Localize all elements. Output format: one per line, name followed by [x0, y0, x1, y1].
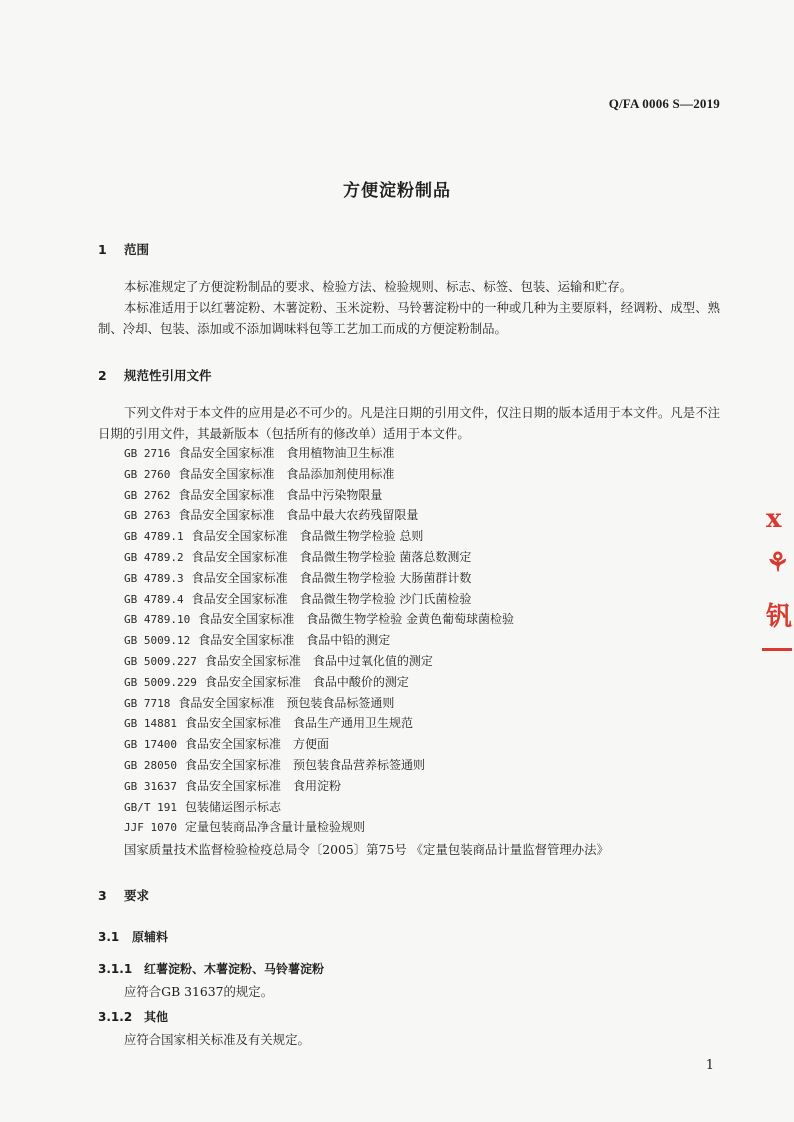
reference-item	[124, 630, 514, 651]
reference-code: GB 14881	[124, 717, 177, 731]
reference-code: GB 31637	[124, 779, 177, 793]
reference-title: 食品安全国家标准 食品中污染物限量	[178, 487, 383, 502]
section-3-1-1-body: 应符合GB 31637的规定。	[124, 984, 274, 999]
reference-item	[124, 693, 514, 714]
reference-title: 食品安全国家标准 食品中最大农药残留限量	[178, 508, 419, 523]
reference-code: GB 2716	[124, 447, 171, 460]
reference-title: 食品安全国家标准 食品微生物学检验 菌落总数测定	[191, 549, 472, 564]
reference-code: GB 28050	[124, 758, 177, 772]
document-title: 方便淀粉制品	[343, 181, 451, 201]
reference-title: 食品安全国家标准 预包装食品营养标签通则	[184, 757, 425, 772]
reference-title: 食品安全国家标准 食品添加剂使用标准	[178, 466, 395, 481]
section-title: 原辅料	[132, 930, 169, 944]
reference-title: 食品安全国家标准 食用植物油卫生标准	[178, 446, 395, 460]
reference-item	[124, 734, 514, 755]
section-3-heading	[98, 886, 149, 904]
reference-title: 食品安全国家标准 食品生产通用卫生规范	[184, 716, 413, 731]
section-number: 3.1	[98, 930, 120, 944]
reference-code: GB 5009.12	[124, 634, 191, 648]
references-intro: 下列文件对于本文件的应用是必不可少的。凡是注日期的引用文件，仅注日期的版本适用于本文件。凡是不注日期的引用文件，其最新版本（包括所有的修改单）适用于本文件。	[98, 405, 720, 441]
reference-code: GB 2762	[124, 488, 171, 502]
reference-item	[124, 589, 514, 610]
section-3-1-2-body: 应符合国家相关标准及有关规定。	[124, 1032, 310, 1047]
reference-title: 食品安全国家标准 食品微生物学检验 沙门氏菌检验	[191, 591, 472, 606]
reference-code: GB 4789.10	[124, 613, 191, 627]
reference-item	[124, 547, 514, 568]
reference-code: GB 2763	[124, 509, 171, 523]
section-title: 规范性引用文件	[124, 368, 212, 383]
stamp-char: ⅹ	[766, 504, 782, 534]
section-3-1-heading	[98, 928, 168, 945]
reference-item	[124, 817, 514, 838]
section-1-heading	[98, 240, 149, 258]
section-title: 要求	[124, 888, 150, 903]
reference-code: GB/T 191	[124, 800, 177, 814]
decree-reference: 国家质量技术监督检验检疫总局令〔2005〕第75号 《定量包装商品计量监督管理办法》	[124, 842, 609, 857]
section-number: 2	[98, 368, 107, 383]
reference-title: 食品安全国家标准 食用淀粉	[184, 778, 341, 793]
reference-item	[124, 485, 514, 506]
reference-item	[124, 526, 514, 547]
reference-title: 食品安全国家标准 预包装食品标签通则	[178, 695, 395, 710]
reference-item	[124, 651, 514, 672]
reference-title: 食品安全国家标准 食品中铅的测定	[198, 633, 391, 648]
reference-code: GB 4789.1	[124, 530, 184, 544]
reference-item	[124, 776, 514, 797]
section-number: 1	[98, 242, 107, 257]
reference-code: GB 4789.3	[124, 571, 184, 585]
reference-code: GB 5009.227	[124, 654, 197, 668]
reference-code: GB 4789.4	[124, 592, 184, 606]
reference-item	[124, 568, 514, 589]
reference-item	[124, 797, 514, 818]
stamp-char: ⚘	[766, 548, 790, 578]
reference-code: GB 17400	[124, 738, 177, 752]
reference-item	[124, 609, 514, 630]
section-3-1-2-heading	[98, 1008, 168, 1025]
reference-title: 食品安全国家标准 食品微生物学检验 大肠菌群计数	[191, 570, 472, 585]
reference-item	[124, 464, 514, 485]
page-number: 1	[705, 1058, 714, 1073]
stamp-char: 钒	[766, 602, 793, 632]
scope-paragraph-1: 本标准规定了方便淀粉制品的要求、检验方法、检验规则、标志、标签、包装、运输和贮存。	[124, 279, 633, 294]
reference-item	[124, 505, 514, 526]
section-title: 其他	[144, 1010, 169, 1024]
reference-item	[124, 713, 514, 734]
reference-code: GB 2760	[124, 467, 171, 481]
section-2-heading	[98, 366, 212, 384]
section-number: 3.1.1	[98, 962, 133, 976]
section-number: 3.1.2	[98, 1010, 133, 1024]
section-title: 红薯淀粉、木薯淀粉、马铃薯淀粉	[144, 962, 325, 976]
reference-title: 包装储运图示标志	[184, 799, 281, 814]
document-code: Q/FA 0006 S—2019	[608, 96, 720, 111]
reference-title: 定量包装商品净含量计量检验规则	[184, 820, 365, 835]
reference-item	[124, 755, 514, 776]
section-title: 范围	[124, 242, 150, 257]
section-number: 3	[98, 888, 107, 903]
reference-code: GB 7718	[124, 696, 171, 710]
reference-title: 食品安全国家标准 食品中过氧化值的测定	[204, 653, 433, 668]
reference-title: 食品安全国家标准 食品中酸价的测定	[204, 674, 409, 689]
reference-title: 食品安全国家标准 食品微生物学检验 金黄色葡萄球菌检验	[198, 612, 515, 627]
reference-code: GB 4789.2	[124, 550, 184, 564]
reference-code: GB 5009.229	[124, 675, 197, 689]
stamp-bar	[762, 648, 792, 651]
scope-paragraph-2: 本标准适用于以红薯淀粉、木薯淀粉、玉米淀粉、马铃薯淀粉中的一种或几种为主要原料，经调粉、成型、熟制、冷却、包装、添加或不添加调味料包等工艺加工而成的方便淀粉制品。	[98, 300, 720, 336]
reference-title: 食品安全国家标准 食品微生物学检验 总则	[191, 529, 424, 544]
reference-title: 食品安全国家标准 方便面	[184, 737, 329, 752]
reference-item	[124, 672, 514, 693]
reference-list	[124, 443, 514, 838]
reference-code: JJF 1070	[124, 821, 177, 835]
reference-item	[124, 443, 514, 464]
red-seal-stamp	[758, 500, 794, 660]
section-3-1-1-heading	[98, 960, 324, 977]
